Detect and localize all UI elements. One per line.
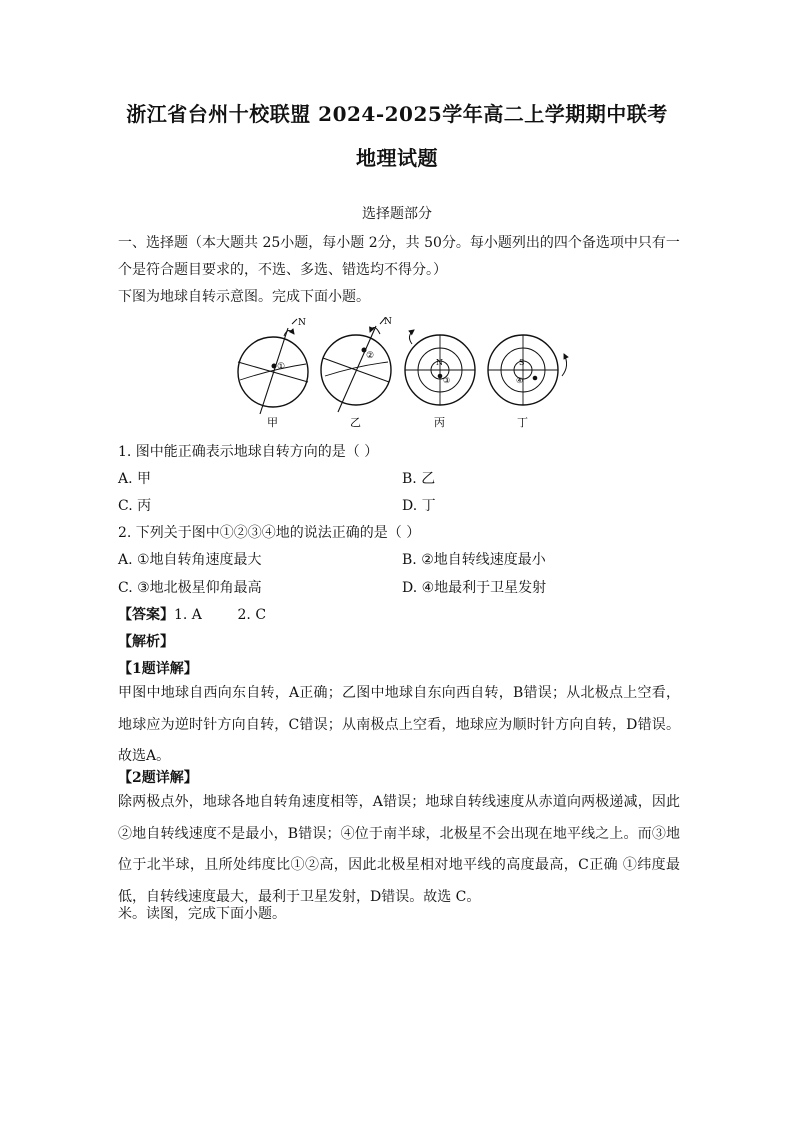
q1-detail-text: 甲图中地球自西向东自转，A正确；乙图中地球自东向西自转，B错误；从北极点上空看，地球应为逆时针方向自转，C错误；从南极点上空看，地球应为顺时针方向自转，D错误。故选A。 — [118, 685, 680, 764]
question-1-stem: 1. 图中能正确表示地球自转方向的是（ ） — [118, 444, 379, 460]
diagram-label-jia: 甲 — [267, 416, 278, 429]
trailing-text: 米。读图，完成下面小题。 — [118, 906, 286, 922]
diagram-ding — [488, 335, 567, 429]
q1-option-c[interactable]: C. 丙 — [118, 498, 152, 514]
diagram-label-bing: 丙 — [434, 416, 445, 429]
q1-detail-label: 【1题详解】 — [118, 661, 198, 677]
q2-option-d[interactable]: D. ④地最利于卫星发射 — [402, 580, 547, 596]
north-label: N — [298, 318, 306, 328]
document-title: 浙江省台州十校联盟 2024-2025学年高二上学期期中联考 — [126, 102, 668, 126]
q2-option-b[interactable]: B. ②地自转线速度最小 — [402, 552, 546, 568]
point-1-label: ① — [277, 362, 286, 372]
instructions-line-1: 一、选择题（本大题共 25小题，每小题 2分，共 50分。每小题列出的四个备选项中只有一 — [118, 235, 680, 251]
answer-label: 【答案】 — [118, 607, 174, 623]
figure-intro: 下图为地球自转示意图。完成下面小题。 — [118, 289, 370, 305]
north-label: N — [436, 358, 443, 367]
question-2-stem: 2. 下列关于图中①②③④地的说法正确的是（ ） — [118, 525, 421, 541]
point-3-label: ③ — [443, 376, 451, 385]
diagram-jia — [238, 318, 308, 429]
q2-detail-label: 【2题详解】 — [118, 770, 198, 786]
q2-option-a[interactable]: A. ①地自转角速度最大 — [118, 552, 262, 568]
instructions-line-2: 个是符合题目要求的，不选、多选、错选均不得分。） — [118, 262, 447, 278]
q2-option-c[interactable]: C. ③地北极星仰角最高 — [118, 580, 262, 596]
answer-line — [118, 604, 266, 624]
earth-rotation-figure — [230, 314, 580, 436]
section-title: 选择题部分 — [362, 206, 432, 222]
diagram-label-ding: 丁 — [517, 416, 528, 429]
diagram-label-yi: 乙 — [350, 416, 361, 429]
document-subtitle: 地理试题 — [356, 146, 438, 170]
q1-option-d[interactable]: D. 丁 — [402, 498, 436, 514]
q1-option-b[interactable]: B. 乙 — [402, 471, 436, 487]
north-label: N — [384, 317, 392, 327]
answer-text: 1. A 2. C — [174, 607, 267, 623]
diagram-bing — [405, 330, 475, 429]
q2-detail-text: 除两极点外，地球各地自转角速度相等，A错误；地球自转线速度从赤道向两极递减，因此②地自转线速度不是最小，B错误；④位于南半球，北极星不会出现在地平线之上。而③地位于北半球，且所处纬度比①②高，因此北极星相对地平线的高度最高，C正确 ①纬度最低，自转线速度最大，最利于卫星发射，D错误。故选 C。 — [118, 794, 680, 905]
point-4-label: ④ — [516, 376, 524, 385]
q1-option-a[interactable]: A. 甲 — [118, 471, 152, 487]
point-2-label: ② — [366, 351, 375, 361]
diagram-yi — [321, 317, 392, 429]
south-label: S — [519, 358, 525, 367]
analysis-label: 【解析】 — [118, 634, 174, 650]
